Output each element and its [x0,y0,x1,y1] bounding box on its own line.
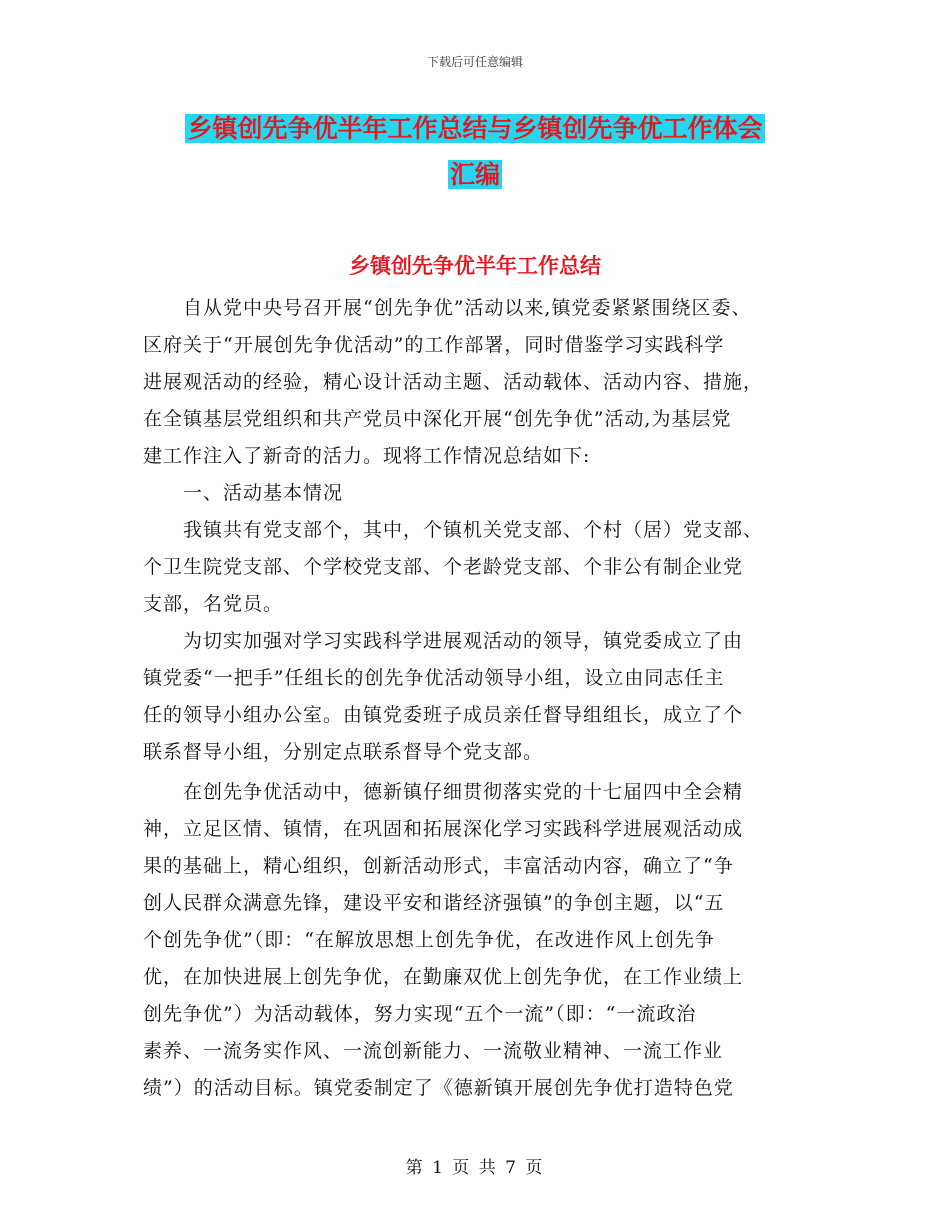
body-line: 优，在加快进展上创先争优，在勤廉双优上创先争优，在工作业绩上 [143,966,744,988]
body-line: 在全镇基层党组织和共产党员中深化开展“创先争优”活动,为基层党 [143,408,732,430]
body-line: 绩”）的活动目标。镇党委制定了《德新镇开展创先争优打造特色党 [143,1077,734,1099]
document-title-line-1: 乡镇创先争优半年工作总结与乡镇创先争优工作体会 [187,114,763,143]
body-line: 神，立足区情、镇情，在巩固和拓展深化学习实践科学进展观活动成 [143,818,744,840]
body-line: 创先争优”）为活动载体，努力实现“五个一流”（即：“一流政治 [143,1003,697,1025]
body-line: 支部，名党员。 [143,593,284,615]
section-title: 乡镇创先争优半年工作总结 [349,254,601,278]
body-line: 个创先争优”（即：“在解放思想上创先争优，在改进作风上创先争 [143,929,715,951]
body-line: 创人民群众满意先锋，建设平安和谐经济强镇”的争创主题，以“五 [143,892,725,914]
body-line: 任的领导小组办公室。由镇党委班子成员亲任督导组组长，成立了个 [143,704,744,726]
body-line: 联系督导小组，分别定点联系督导个党支部。 [143,741,544,763]
body-line: 建工作注入了新奇的活力。现将工作情况总结如下: [143,445,591,467]
body-line: 进展观活动的经验，精心设计活动主题、活动载体、活动内容、措施， [143,371,764,393]
body-line: 镇党委“一把手”任组长的创先争优活动领导小组，设立由同志任主 [143,667,725,689]
body-line: 果的基础上，精心组织，创新活动形式，丰富活动内容，确立了“争 [143,855,734,877]
body-line: 我镇共有党支部个，其中，个镇机关党支部、个村（居）党支部、 [143,519,764,541]
body-line: 在创先争优活动中，德新镇仔细贯彻落实党的十七届四中全会精 [143,781,744,803]
body-line: 自从党中央号召开展“创先争优”活动以来,镇党委紧紧围绕区委、 [143,297,752,319]
body-line: 区府关于“开展创先争优活动”的工作部署，同时借鉴学习实践科学 [143,334,725,356]
document-title-line-2: 汇编 [449,160,500,189]
header-note: 下载后可任意编辑 [426,55,523,69]
page-number-footer: 第 1 页 共 7 页 [405,1158,545,1178]
body-line: 素养、一流务实作风、一流创新能力、一流敬业精神、一流工作业 [143,1040,724,1062]
body-line: 一、活动基本情况 [143,482,344,504]
body-line: 个卫生院党支部、个学校党支部、个老龄党支部、个非公有制企业党 [143,556,744,578]
body-line: 为切实加强对学习实践科学进展观活动的领导，镇党委成立了由 [143,630,744,652]
